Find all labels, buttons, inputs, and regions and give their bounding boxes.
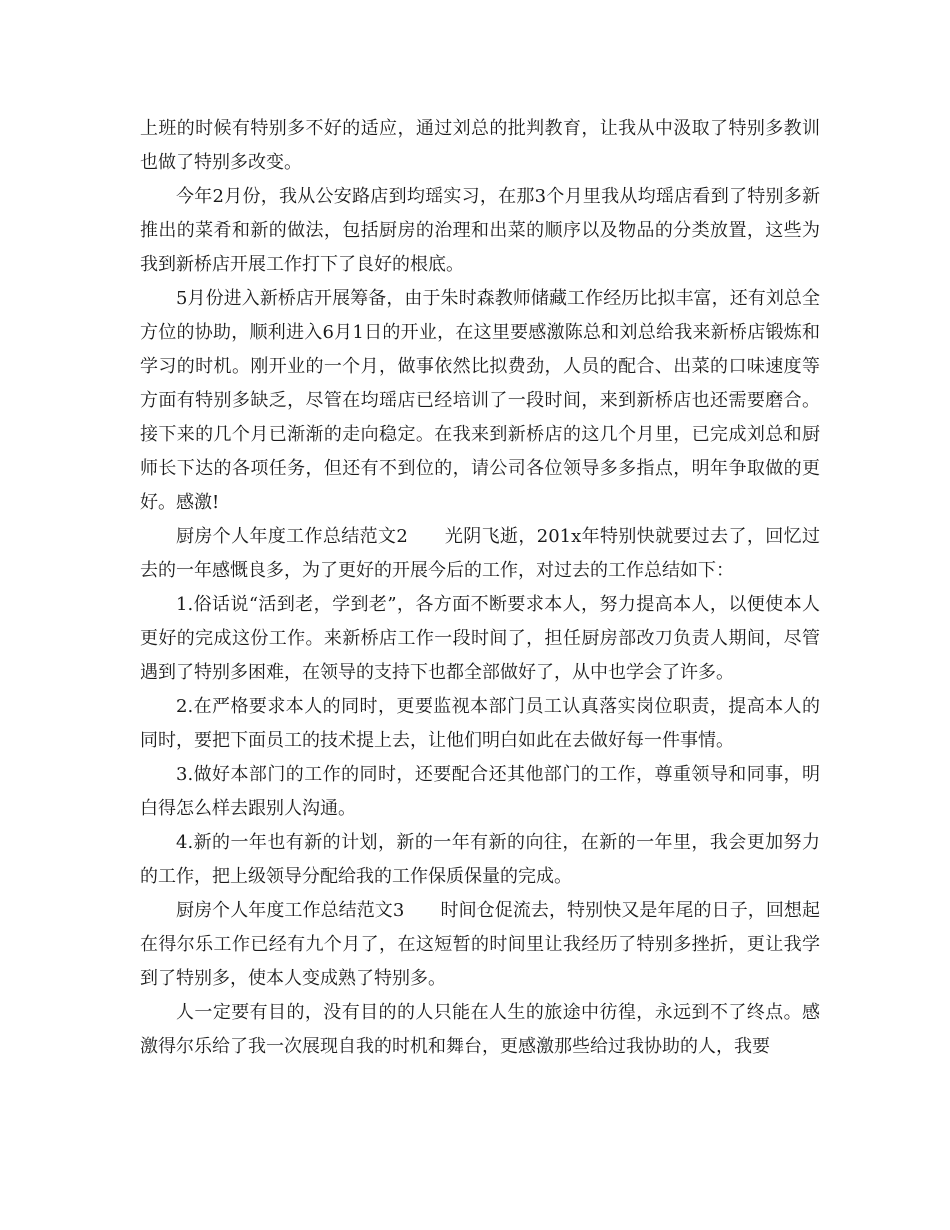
paragraph-10: 人一定要有目的，没有目的的人只能在人生的旅途中彷徨，永远到不了终点。感激得尔乐给了我一次展现自我的时机和舞台，更感激那些给过我协助的人，我要 [140, 1002, 820, 1057]
paragraph-2: 今年2月份，我从公安路店到均瑶实习，在那3个月里我从均瑶店看到了特别多新推出的菜肴和新的做法，包括厨房的治理和出菜的顺序以及物品的分类放置，这些为我到新桥店开展工作打下了良好的根底。 [140, 186, 820, 275]
paragraph-6: 2.在严格要求本人的同时，更要监视本部门员工认真落实岗位职责，提高本人的同时，要把下面员工的技术提上去，让他们明白如此在去做好每一件事情。 [140, 696, 820, 751]
paragraph-1: 上班的时候有特别多不好的适应，通过刘总的批判教育，让我从中汲取了特别多教训也做了特别多改变。 [140, 118, 820, 173]
paragraph-8: 4.新的一年也有新的计划，新的一年有新的向往，在新的一年里，我会更加努力的工作，把上级领导分配给我的工作保质保量的完成。 [140, 832, 820, 887]
paragraph-5: 1.俗话说“活到老，学到老”，各方面不断要求本人，努力提高本人，以便使本人更好的完成这份工作。来新桥店工作一段时间了，担任厨房部改刀负责人期间，尽管遇到了特别多困难，在领导的支持下也都全部做好了，从中也学会了许多。 [140, 594, 820, 683]
paragraph-4: 厨房个人年度工作总结范文2 光阴飞逝，201x年特别快就要过去了，回忆过去的一年感慨良多，为了更好的开展今后的工作，对过去的工作总结如下： [140, 526, 820, 581]
paragraph-9: 厨房个人年度工作总结范文3 时间仓促流去，特别快又是年尾的日子，回想起在得尔乐工作已经有九个月了，在这短暂的时间里让我经历了特别多挫折，更让我学到了特别多，使本人变成熟了特别多。 [140, 900, 820, 989]
document-body [140, 112, 820, 1064]
paragraph-7: 3.做好本部门的工作的同时，还要配合还其他部门的工作，尊重领导和同事，明白得怎么样去跟别人沟通。 [140, 764, 820, 819]
paragraph-3: 5月份进入新桥店开展筹备，由于朱时森教师储藏工作经历比拟丰富，还有刘总全方位的协助，顺利进入6月1日的开业，在这里要感激陈总和刘总给我来新桥店锻炼和学习的时机。刚开业的一个月，做事依然比拟费劲，人员的配合、出菜的口味速度等方面有特别多缺乏，尽管在均瑶店已经培训了一段时间，来到新桥店也还需要磨合。接下来的几个月已渐渐的走向稳定。在我来到新桥店的这几个月里，已完成刘总和厨师长下达的各项任务，但还有不到位的，请公司各位领导多多指点，明年争取做的更好。感激! [140, 288, 820, 513]
